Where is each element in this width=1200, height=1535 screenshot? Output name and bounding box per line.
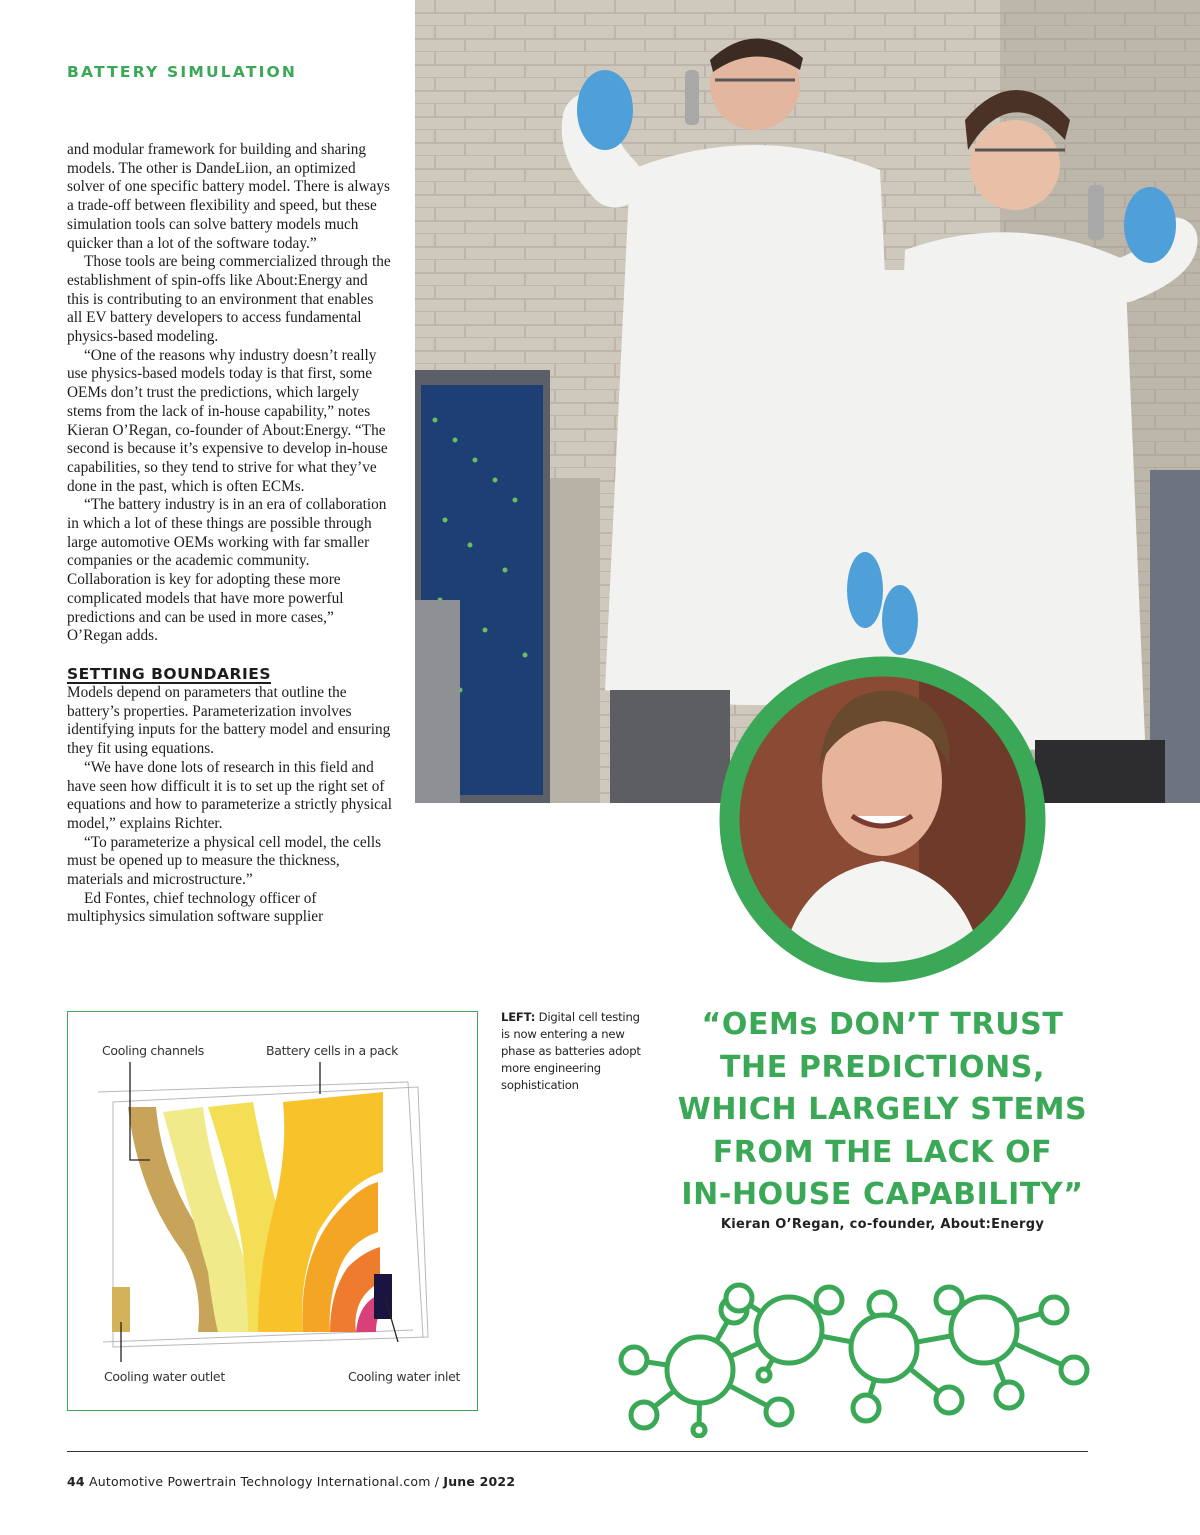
figure-label: Cooling water inlet [348,1369,461,1384]
section-label: BATTERY SIMULATION [67,63,298,81]
page-footer [67,1474,515,1489]
pull-quote-line: “OEMs DON’T TRUST [701,1007,1064,1042]
paragraph: “The battery industry is in an era of collaboration in which a lot of these things are possible through large automotive OEMs working with far smaller companies or the academic community. Collaboration is key for adopting these more complicated models that have more powerful predictions and can be used in more cases,” O’Regan adds. [67,496,387,645]
paragraph: “One of the reasons why industry doesn’t really use physics-based models today is that first, some OEMs don’t trust the predictions, which largely stems from the lack of in-house capability,” notes Kieran O’Regan, co-founder of About:Energy. “The second is because it’s expensive to develop in-house capabilities, so they tend to strive for what they’ve done in the past, which is often ECMs. [67,346,388,495]
pull-quote [665,1004,1100,1217]
figure-label: Battery cells in a pack [266,1043,399,1058]
paragraph: Models depend on parameters that outline the battery’s properties. Parameterization involves identifying inputs for the battery model and ensuring they fit using equations. [67,683,391,758]
caption-lead: LEFT: [501,1010,536,1024]
issue-date: June 2022 [443,1474,516,1489]
paragraph: “To parameterize a physical cell model, the cells must be opened up to measure the thickness, materials and microstructure.” [67,833,382,889]
figure-label: Cooling channels [102,1043,204,1058]
pull-quote-line: FROM THE LACK OF [712,1134,1053,1170]
footer-divider [67,1451,1088,1452]
molecule-icon [604,1280,1094,1438]
pull-quote-line: WHICH LARGELY STEMS [677,1092,1088,1127]
paragraph: “We have done lots of research in this field and have seen how difficult it is to set up the right set of equations and how to parameterize a strictly physical model,” explains Richter. [67,758,392,832]
page-number: 44 [67,1474,85,1489]
quote-attribution: Kieran O’Regan, co-founder, About:Energy [720,1217,1045,1232]
figure-label: Cooling water outlet [104,1369,225,1384]
pull-quote-line: IN-HOUSE CAPABILITY” [681,1177,1084,1212]
paragraph: Those tools are being commercialized through the establishment of spin-offs like About:Energy and this is contributing to an environment that enables all EV battery developers to access fundamental physics-based modeling. [67,253,391,346]
subheading: SETTING BOUNDARIES [67,664,271,683]
photo-caption [501,1009,651,1094]
paragraph: and modular framework for building and sharing models. The other is DandeLiion, an optimized solver of one specific battery model. There is always a trade-off between flexibility and speed, but these simulation tools can solve battery models much quicker than a lot of the software today.” [67,141,390,252]
pull-quote-line: THE PREDICTIONS, [719,1049,1045,1085]
article-body [67,141,392,927]
portrait-photo [719,656,1046,983]
caption-text: Digital cell testing is now entering a new phase as batteries adopt more engineering sophistication [501,1010,641,1092]
paragraph: Ed Fontes, chief technology officer of multiphysics simulation software supplier [67,889,324,926]
simulation-figure [67,1011,478,1411]
publication-name: Automotive Powertrain Technology International.com / [88,1474,440,1489]
